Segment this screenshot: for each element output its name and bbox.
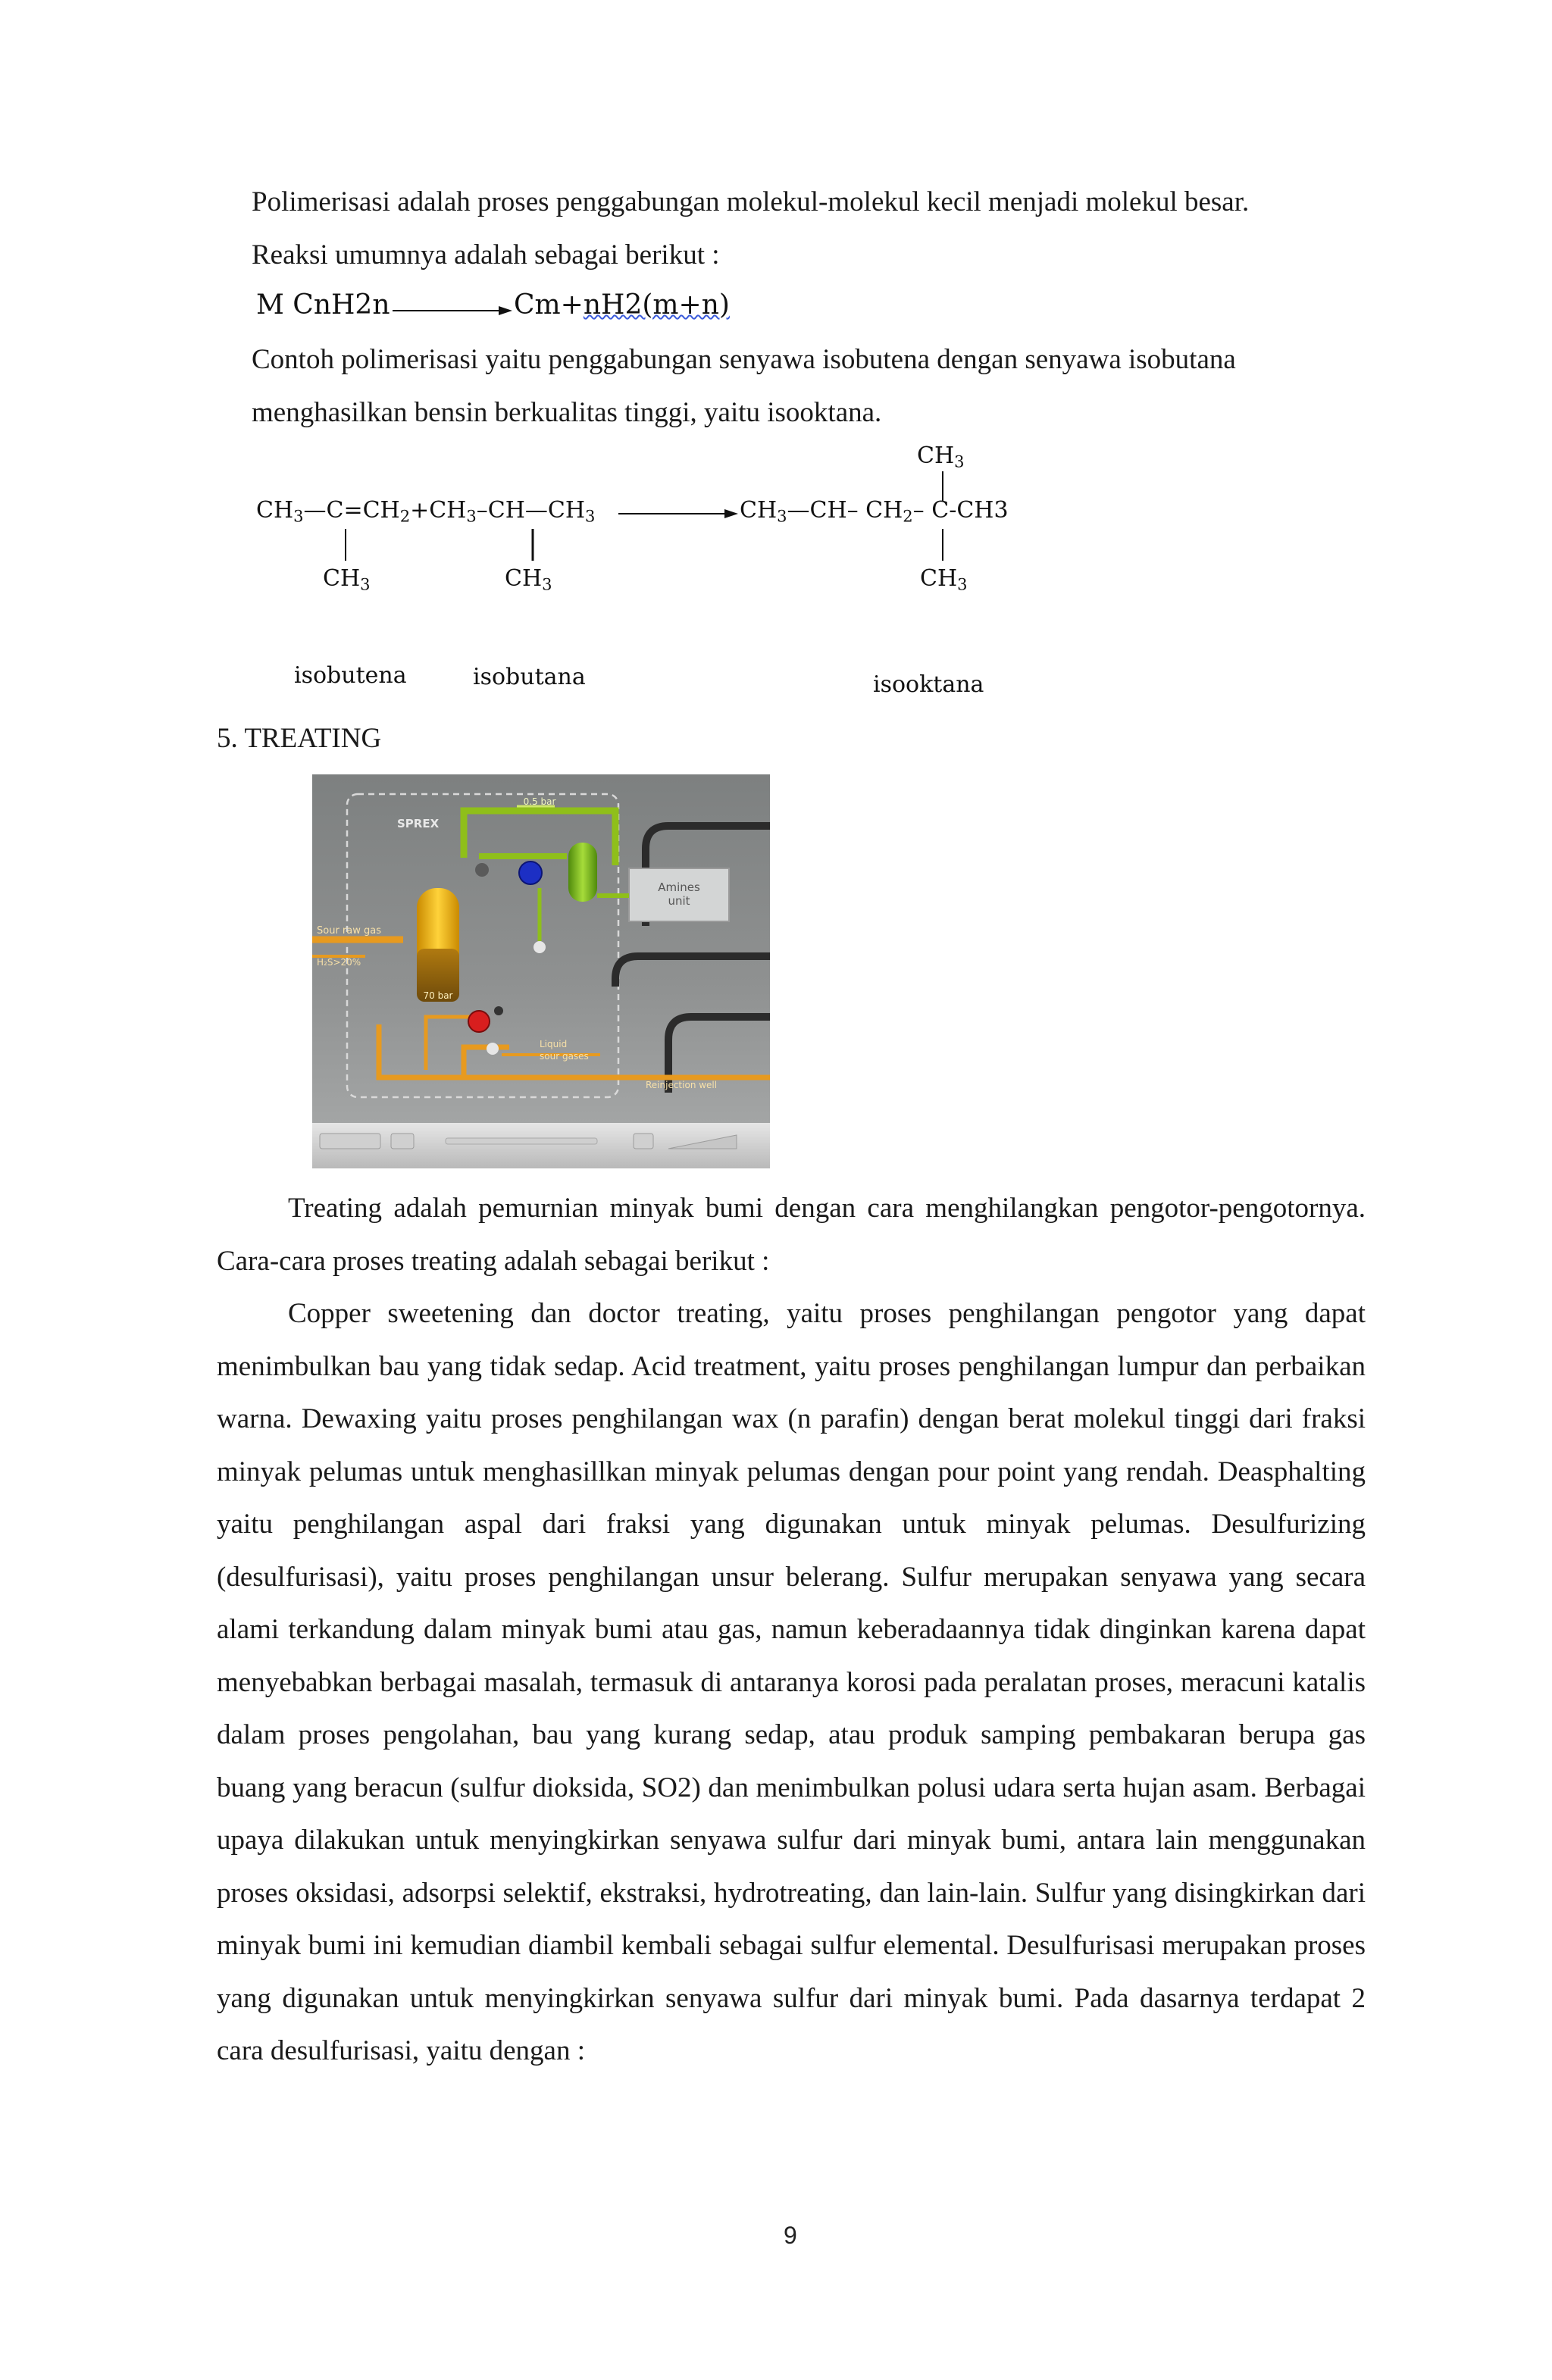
step-button[interactable] (391, 1134, 414, 1149)
page-number: 9 (784, 2222, 797, 2249)
isooctane-bottom-methyl: $CH_3$ (920, 565, 968, 594)
process-diagram-svg (312, 774, 770, 1168)
valve-4 (487, 1043, 499, 1055)
reaction-arrow (618, 506, 738, 521)
reaction-main-line: $CH_3—C=CH_2+CH_3-CH—CH_3$ (256, 497, 596, 526)
isobutene-branch-methyl: $CH_3$ (323, 565, 371, 594)
treating-methods-paragraph: Copper sweetening dan doctor treating, yaitu proses penghilangan pengotor yang dapat menimbulkan bau yang tidak sedap. Acid treatment, yaitu proses penghilangan lumpur dan perbaikan warna. Dewaxing yaitu proses penghilangan wax (n parafin) dengan berat molekul tinggi dari fraksi minyak pelumas untuk menghasillkan minyak pelumas dengan pour point yang rendah. Deasphalting yaitu penghilangan aspal dari fraksi yang digunakan untuk minyak pelumas. Desulfurizing (desulfurisasi), yaitu proses penghilangan unsur belerang. Sulfur merupakan senyawa yang secara alami terkandung dalam minyak bumi atau gas, namun keberadaannya tidak dinginkan karena dapat menyebabkan berbagai masalah, termasuk di antaranya korosi pada peralatan proses, meracuni katalis dalam proses pengolahan, bau yang kurang sedap, atau produk samping pembakaran berupa gas buang yang beracun (sulfur dioksida, SO2) dan menimbulkan polusi udara serta hujan asam. Berbagai upaya dilakukan untuk menyingkirkan senyawa sulfur dari minyak bumi, antara lain menggunakan proses oksidasi, adsorpsi selektif, ekstraksi, hydrotreating, dan lain-lain. Sulfur yang disingkirkan dari minyak bumi ini kemudian diambil kembali sebagai sulfur elemental. Desulfurisasi merupakan proses yang digunakan untuk menyingkirkan senyawa sulfur dari minyak bumi. Pada dasarnya terdapat 2 cara desulfurisasi, yaitu dengan : (217, 1298, 1366, 2066)
formula-rhs-b: nH2(m+n) (583, 289, 730, 321)
green-separator-vessel (568, 843, 597, 902)
isobutane-ch: CH (487, 497, 525, 524)
amines-label-1: Amines (658, 880, 700, 894)
valve-1 (475, 863, 489, 877)
play-button[interactable] (320, 1134, 380, 1149)
formula-rhs (514, 289, 730, 321)
isooctane-top-methyl: $CH_3$ (917, 443, 965, 471)
label-isobutana: isobutana (473, 664, 586, 690)
formula-arrow (393, 303, 512, 318)
label-isooktana: isooktana (873, 671, 984, 698)
reaction-diagram (250, 439, 1046, 712)
isobutene-branch-bond (344, 529, 347, 561)
treating-process-figure (312, 774, 770, 1168)
treating-paragraph: Treating adalah pemurnian minyak bumi dengan cara menghilangkan pengotor-pengotornya. Cara-cara proses treating adalah sebagai berikut : (217, 1193, 1366, 1277)
isooctane-bottom-bond (941, 529, 944, 561)
intro-line-1: Polimerisasi adalah proses penggabungan molekul-molekul kecil menjadi molekul besar. (252, 186, 1250, 217)
progress-track[interactable] (446, 1138, 597, 1144)
liquid-label-2: sour gases (540, 1051, 589, 1062)
valve-3 (494, 1006, 503, 1015)
isobutane-branch-bond (530, 529, 535, 561)
isobutane-branch-methyl: $CH_3$ (505, 565, 552, 594)
amines-label-2: unit (668, 894, 690, 908)
bar70-label: 70 bar (423, 990, 453, 1001)
isooctane-main-line: $CH_3—CH-$ $CH_2-$ C-CH3 (740, 497, 1009, 526)
valve-2 (534, 941, 546, 953)
intro-line-2: Reaksi umumnya adalah sebagai berikut : (252, 239, 720, 271)
pressure-top-label: 0.5 bar (523, 796, 556, 807)
isobutane-ch3-end: $CH_3$ (547, 497, 596, 526)
sour-raw-gas-label: Sour raw gas (317, 925, 381, 937)
isobutene-double-bond: $C=CH_2$ (326, 497, 411, 526)
blue-pump (519, 862, 542, 884)
isobutane-ch3: $+CH_3$ (410, 497, 477, 526)
general-formula (256, 286, 730, 332)
volume-icon[interactable] (634, 1134, 653, 1149)
formula-lhs: M CnH2n (256, 289, 390, 321)
h2s-label: H₂S>20% (317, 957, 361, 968)
example-line-2: menghasilkan bensin berkualitas tinggi, yaitu isooktana. (252, 397, 882, 428)
example-line-1: Contoh polimerisasi yaitu penggabungan senyawa isobutena dengan senyawa isobutana (252, 344, 1236, 375)
reinjection-label: Reinjection well (646, 1080, 718, 1090)
section-heading: 5. TREATING (217, 723, 382, 754)
sprex-label: SPREX (397, 817, 440, 830)
red-pump (468, 1011, 490, 1032)
formula-rhs-a: Cm+ (514, 289, 584, 321)
label-isobutena: isobutena (294, 662, 407, 689)
isobutene-ch3: $CH_3$ (256, 497, 304, 526)
liquid-label-1: Liquid (540, 1039, 568, 1049)
